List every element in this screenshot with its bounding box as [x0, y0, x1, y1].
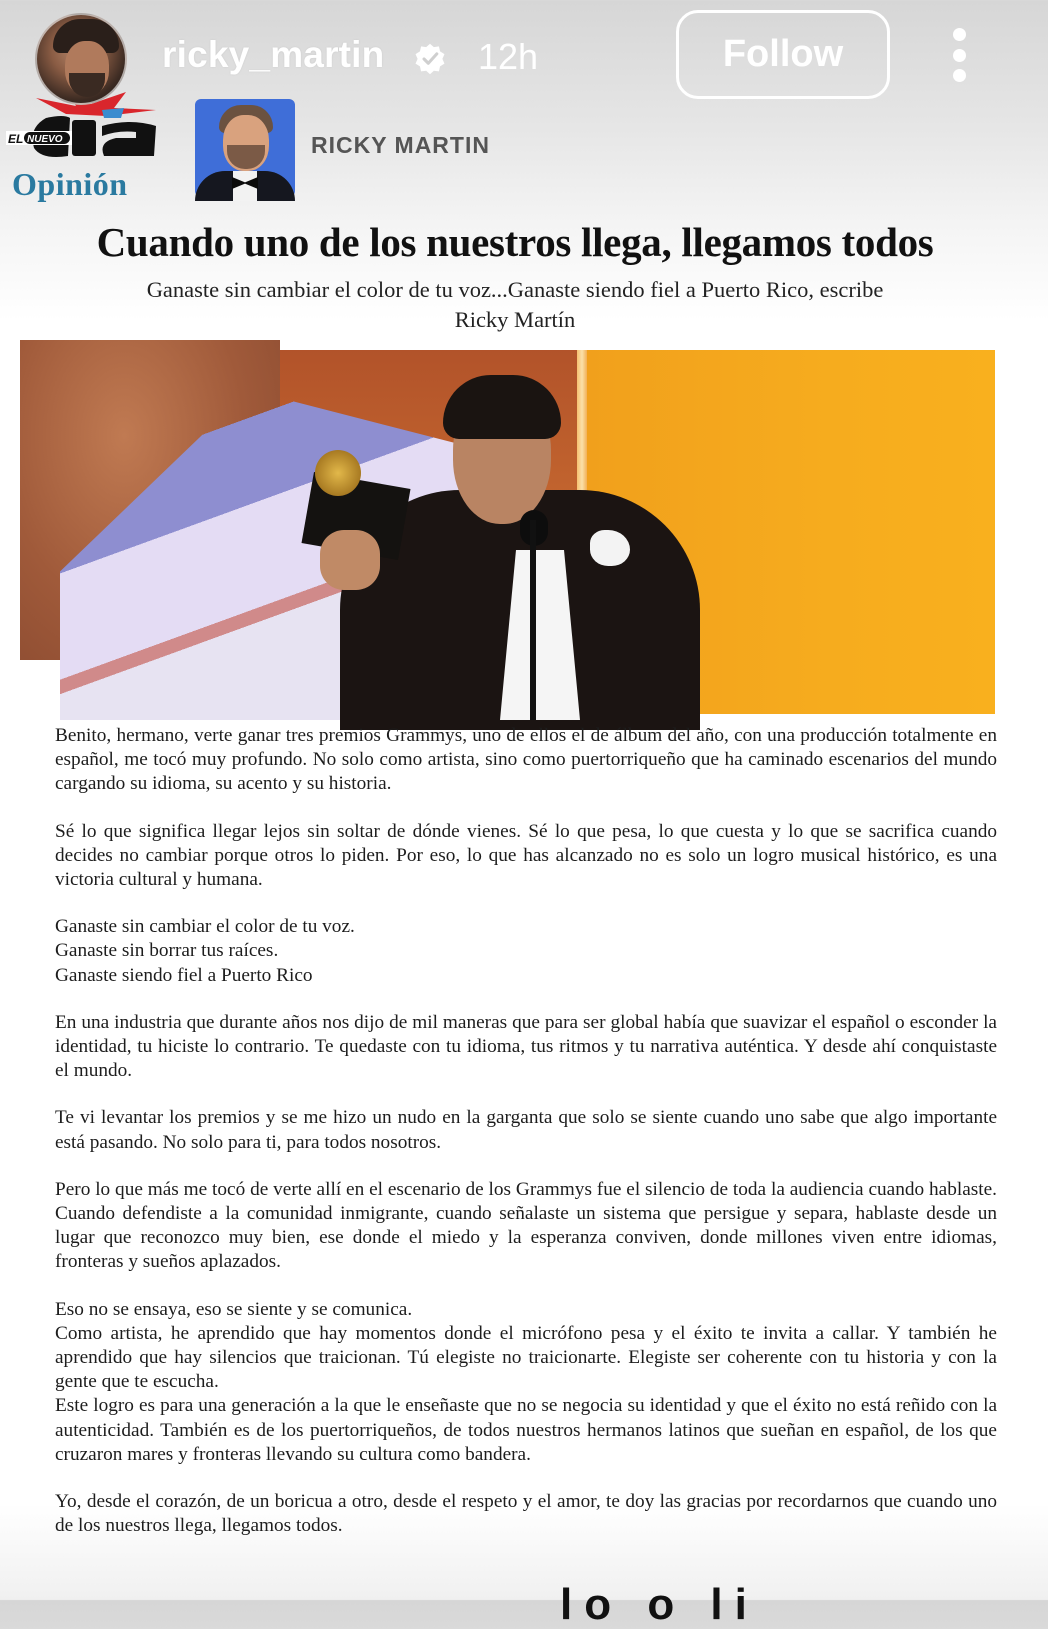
svg-text:EL: EL: [8, 132, 24, 146]
svg-text:NUEVO: NUEVO: [27, 134, 63, 145]
username-link[interactable]: ricky_martin: [162, 34, 385, 75]
verse-line: Ganaste siendo fiel a Puerto Rico: [55, 964, 313, 986]
hero-image: [60, 350, 995, 714]
post-timestamp: 12h: [478, 36, 539, 77]
verse-line: Ganaste sin cambiar el color de tu voz.: [55, 916, 355, 938]
boutonniere: [590, 530, 630, 566]
microphone-stand: [530, 520, 536, 720]
paragraph: Te vi levantar los premios y se me hizo un nudo en la garganta que solo se siente cuando uno sabe que algo importante está pasando. No solo para ti, para todos nosotros.: [55, 1107, 997, 1153]
verse-block: [55, 915, 997, 988]
story-header: [0, 0, 1048, 110]
cutoff-next-headline: lo o li: [560, 1580, 759, 1629]
verified-badge-icon: [413, 42, 447, 76]
dot: [953, 28, 966, 41]
paragraph-final: Yo, desde el corazón, de un boricua a otro, desde el respeto y el amor, te doy las gracias por recordarnos que cuando uno de los nuestros llega, llegamos todos.: [55, 1491, 997, 1537]
article-headline: Cuando uno de los nuestros llega, llegamos todos: [96, 219, 934, 265]
more-options-icon[interactable]: [946, 28, 972, 82]
verse-line: Ganaste sin borrar tus raíces.: [55, 940, 279, 962]
paragraph: Eso no se ensaya, eso se siente y se comunica.: [55, 1298, 413, 1320]
paragraph: Pero lo que más me tocó de verte allí en el escenario de los Grammys fue el silencio de toda la audiencia cuando hablaste. Cuando defendiste a la comunidad inmigrante, cuando señalaste un sistema que persigue y separa, hablaste desde un lugar que reconozco muy bien, ese donde el miedo y la esperanza conviven, donde millones viven entre idiomas, fronteras y sueños aplazados.: [55, 1178, 997, 1273]
follow-button[interactable]: Follow: [676, 10, 890, 99]
author-photo: [195, 99, 295, 197]
article-body: [55, 724, 997, 1561]
article-subheadline: Ganaste sin cambiar el color de tu voz...Ganaste siendo fiel a Puerto Rico, escribe Ricky Martín: [146, 277, 884, 332]
paragraph: Sé lo que significa llegar lejos sin soltar de dónde vienes. Sé lo que pesa, lo que cuesta y lo que se sacrifica cuando decides no cambiar porque otros lo piden. Por eso, lo que has alcanzado no es solo un logro musical histórico, es una victoria cultural y humana.: [55, 820, 997, 891]
section-label-opinion: Opinión: [12, 166, 128, 202]
dot: [953, 69, 966, 82]
paragraph: Como artista, he aprendido que hay momentos donde el micrófono pesa y el éxito te invita a callar. Y también he aprendido que hay silencios que traicionan. Tú elegiste no traicionarte. Elegiste ser coherente con tu historia y con la gente que te escucha.: [55, 1322, 997, 1393]
avatar-beard: [69, 73, 105, 97]
author-name: RICKY MARTIN: [311, 132, 490, 158]
grammy-trophy-icon: [315, 450, 361, 496]
hand: [320, 530, 380, 590]
paragraph: Este logro es para una generación a la que le enseñaste que no se negocia su identidad y que el éxito no está reñido con la autenticidad. También es de los puertorriqueños, de todos nuestros hermanos latinos que sueñan en español, de los que cruzaron mares y fronteras llevando su cultura como bandera.: [55, 1395, 997, 1465]
dot: [953, 49, 966, 62]
avatar[interactable]: [35, 13, 127, 105]
paragraph: Benito, hermano, verte ganar tres premios Grammys, uno de ellos el de álbum del año, con una producción totalmente en español, me tocó muy profundo. No solo como artista, sino como puertorriqueño que ha caminado escenarios del mundo cargando su idioma, su acento y su historia.: [55, 725, 997, 795]
paragraph: En una industria que durante años nos dijo de mil maneras que para ser global había que suavizar el español o esconder la identidad, tu hiciste lo contrario. Te quedaste con tu idioma, tus ritmos y tu narrativa auténtica. Y desde ahí conquistaste el mundo.: [55, 1011, 997, 1082]
